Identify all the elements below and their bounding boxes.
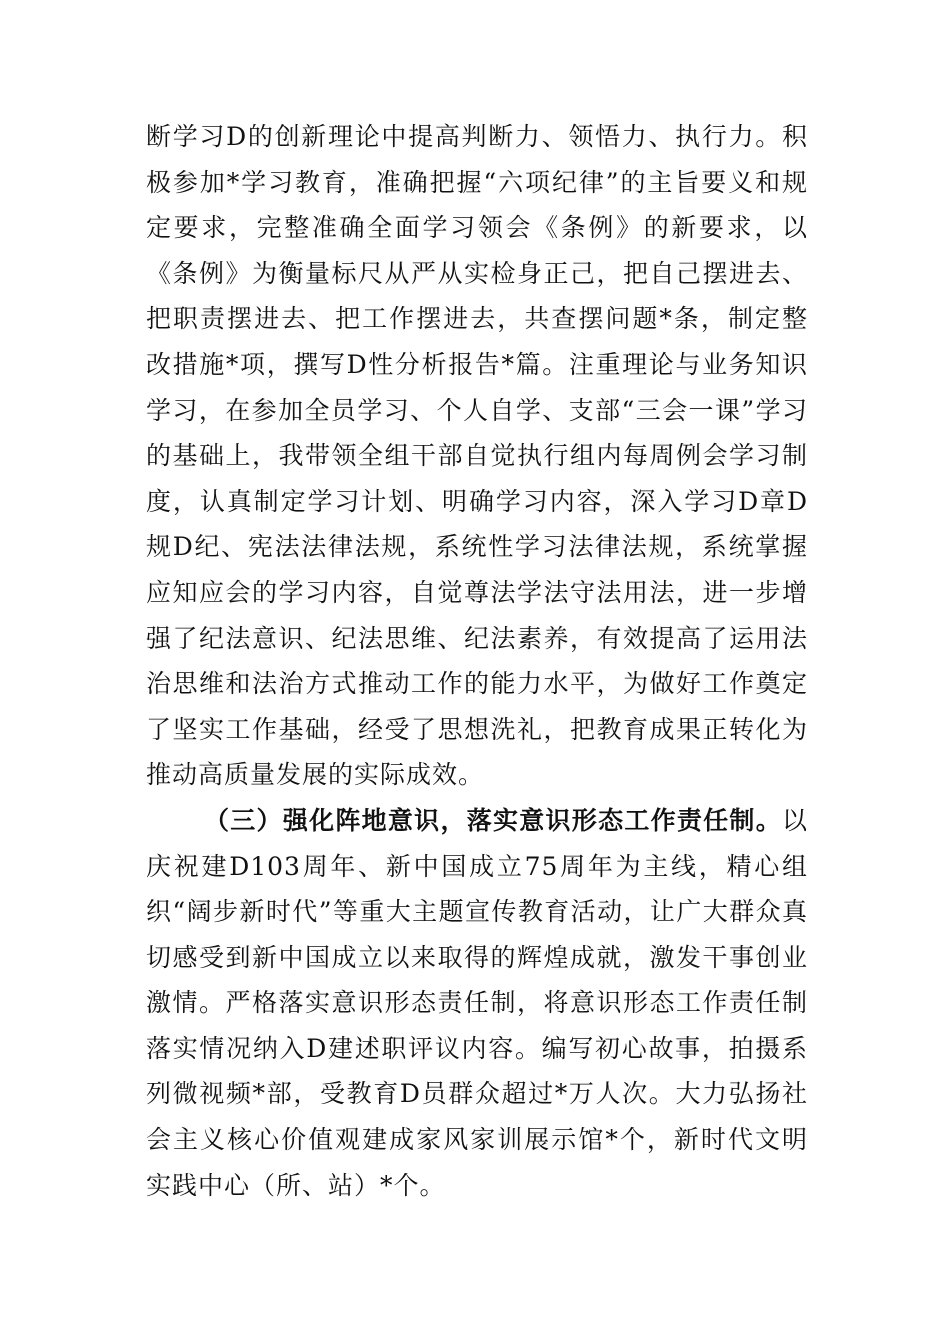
section-body: 以庆祝建D103周年、新中国成立75周年为主线，精心组织“阔步新时代”等重大主题宣传教育活动，让广大群众真切感受到新中国成立以来取得的辉煌成就，激发干事创业激情。严格落实意识形态责任制，将意识形态工作责任制落实情况纳入D建述职评议内容。编写初心故事，拍摄系列微视频*部，受教育D员群众超过*万人次。大力弘扬社会主义核心价值观建成家风家训展示馆*个，新时代文明实践中心（所、站）*个。 [146,805,808,1200]
section-heading: （三）强化阵地意识，落实意识形态工作责任制。 [204,805,782,835]
document-body [146,114,808,1208]
paragraph-section-three [146,798,808,1208]
paragraph-continuation: 断学习D的创新理论中提高判断力、领悟力、执行力。积极参加*学习教育，准确把握“六项纪律”的主旨要义和规定要求，完整准确全面学习领会《条例》的新要求，以《条例》为衡量标尺从严从实检身正己，把自己摆进去、把职责摆进去、把工作摆进去，共查摆问题*条，制定整改措施*项，撰写D性分析报告*篇。注重理论与业务知识学习，在参加全员学习、个人自学、支部“三会一课”学习的基础上，我带领全组干部自觉执行组内每周例会学习制度，认真制定学习计划、明确学习内容，深入学习D章D规D纪、宪法法律法规，系统性学习法律法规，系统掌握应知应会的学习内容，自觉尊法学法守法用法，进一步增强了纪法意识、纪法思维、纪法素养，有效提高了运用法治思维和法治方式推动工作的能力水平，为做好工作奠定了坚实工作基础，经受了思想洗礼，把教育成果正转化为推动高质量发展的实际成效。 [146,122,808,790]
